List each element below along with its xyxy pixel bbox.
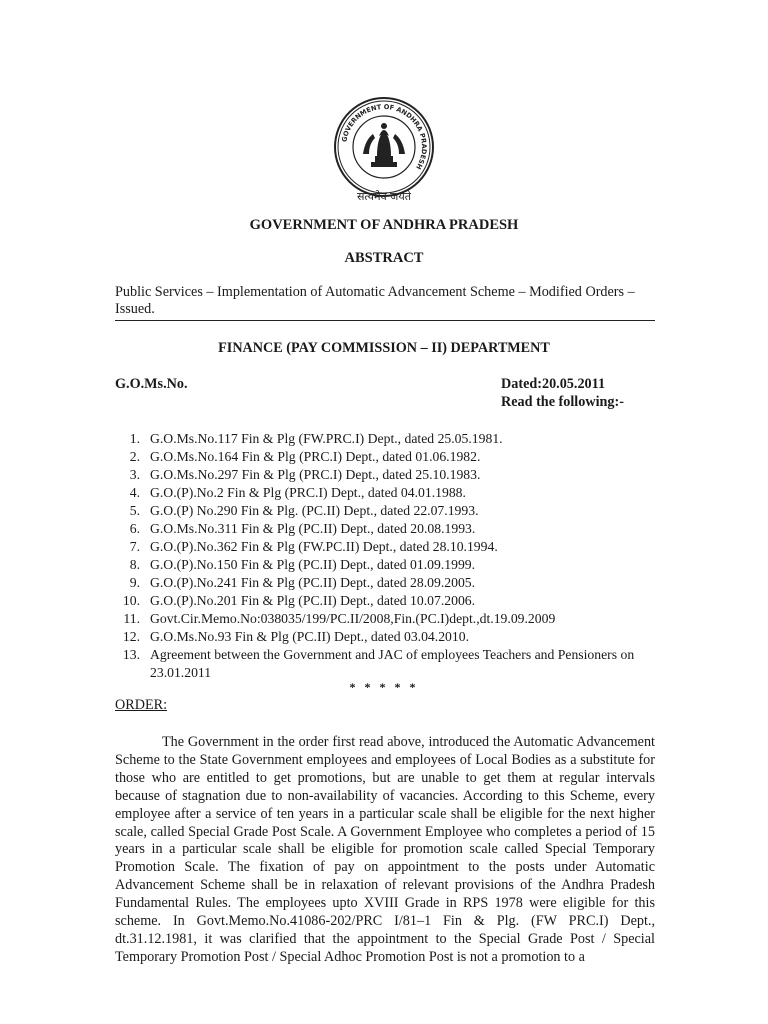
state-emblem-icon	[333, 96, 435, 204]
order-label: ORDER:	[115, 697, 168, 713]
go-number: G.O.Ms.No.	[115, 376, 188, 392]
order-date: Dated:20.05.2011	[501, 376, 606, 392]
reference-item: 12. G.O.Ms.No.93 Fin & Plg (PC.II) Dept., dated 03.04.2010.	[122, 629, 469, 644]
department-title: FINANCE (PAY COMMISSION – II) DEPARTMENT	[218, 340, 550, 356]
order-paragraph: The Government in the order first read above, introduced the Automatic Advancement Scheme to the State Government employees and employees of Local Bodies as a substitute for those who are entitled to get promotions, but are unable to get them at regular intervals because of stagnation due to non-availability of vacancies. According to this Scheme, every employee after a service of ten years in a particular scale shall be eligible for the next higher scale, called Special Grade Post Scale. A Government Employee who completes a period of 15 years in a particular scale shall be eligible for promotion scale called Special Temporary Promotion Scale. The fixation of pay on appointment to the posts under Automatic Advancement Scheme shall be in relaxation of relevant provisions of the Andhra Pradesh Fundamental Rules. The employees upto XVIII Grade in RPS 1978 were eligible for this scheme. In Govt.Memo.No.41086-202/PRC I/81–1 Fin & Plg. (FW PRC.I) Dept., dt.31.12.1981, it was clarified that the appointment to the Special Grade Post / Special Temporary Promotion Post / Special Adhoc Promotion Post is not a promotion to a	[115, 734, 655, 965]
abstract-title: ABSTRACT	[344, 250, 424, 266]
section-separator: * * * * *	[349, 680, 419, 694]
svg-text:GOVERNMENT OF ANDHRA PRADESH: GOVERNMENT OF ANDHRA PRADESH	[340, 102, 429, 171]
emblem-motto: सत्यमेव जयते	[356, 190, 412, 203]
reference-item: 8. G.O.(P).No.150 Fin & Plg (PC.II) Dept., dated 01.09.1999.	[129, 557, 476, 572]
reference-item: 5. G.O.(P) No.290 Fin & Plg. (PC.II) Dept., dated 22.07.1993.	[129, 503, 479, 518]
reference-item: 4. G.O.(P).No.2 Fin & Plg (PRC.I) Dept., dated 04.01.1988.	[129, 485, 466, 500]
reference-item: 9. G.O.(P).No.241 Fin & Plg (PC.II) Dept., dated 28.09.2005.	[129, 575, 476, 590]
reference-item: 7. G.O.(P).No.362 Fin & Plg (FW.PC.II) Dept., dated 28.10.1994.	[129, 539, 498, 554]
reference-item: 6. G.O.Ms.No.311 Fin & Plg (PC.II) Dept., dated 20.08.1993.	[129, 521, 476, 536]
reference-item: 2. G.O.Ms.No.164 Fin & Plg (PRC.I) Dept., dated 01.06.1982.	[129, 449, 481, 464]
government-title: GOVERNMENT OF ANDHRA PRADESH	[249, 217, 519, 233]
horizontal-rule	[115, 320, 655, 321]
reference-item: 13. Agreement between the Government and JAC of employees Teachers and Pensioners on 23.01.2011	[122, 647, 635, 680]
reference-item: 3. G.O.Ms.No.297 Fin & Plg (PRC.I) Dept., dated 25.10.1983.	[129, 467, 481, 482]
reference-item: 11. Govt.Cir.Memo.No:038035/199/PC.II/2008,Fin.(PC.I)dept.,dt.19.09.2009	[123, 611, 556, 626]
subject-text: Public Services – Implementation of Automatic Advancement Scheme – Modified Orders – Issued.	[115, 284, 635, 317]
reference-list	[115, 430, 655, 682]
reference-item: 10. G.O.(P).No.201 Fin & Plg (PC.II) Dept., dated 10.07.2006.	[122, 593, 476, 608]
reference-item: 1. G.O.Ms.No.117 Fin & Plg (FW.PRC.I) Dept., dated 25.05.1981.	[129, 431, 503, 446]
read-following-label: Read the following:-	[501, 394, 624, 410]
